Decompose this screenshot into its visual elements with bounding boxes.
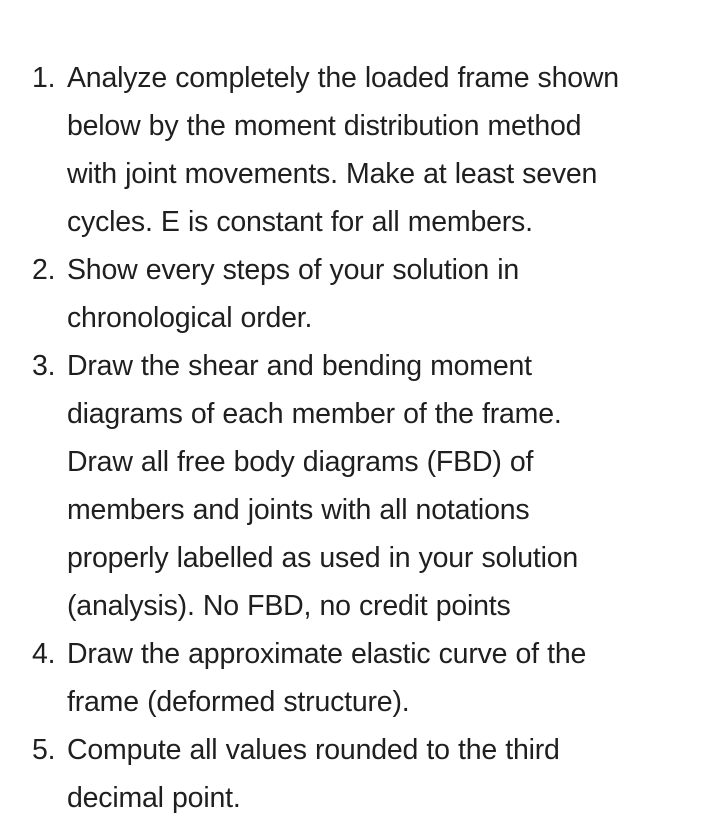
instruction-line: decimal point. <box>67 782 241 814</box>
instruction-line: below by the moment distribution method <box>67 110 582 142</box>
instruction-line: Analyze completely the loaded frame shown <box>67 62 619 94</box>
instruction-number: 1. <box>32 62 56 94</box>
instruction-line: chronological order. <box>67 302 313 334</box>
instruction-item-3 <box>0 342 713 630</box>
instructions-list <box>0 54 713 822</box>
instruction-item-1 <box>0 54 713 246</box>
instruction-line: with joint movements. Make at least seven <box>67 158 598 190</box>
instruction-number: 4. <box>32 638 56 670</box>
instruction-line: diagrams of each member of the frame. <box>67 398 562 430</box>
instruction-line: Draw the shear and bending moment <box>67 350 532 382</box>
instruction-line: members and joints with all notations <box>67 494 530 526</box>
instruction-line: cycles. E is constant for all members. <box>67 206 533 238</box>
instruction-number: 2. <box>32 254 56 286</box>
instruction-item-4 <box>0 630 713 726</box>
instruction-line: frame (deformed structure). <box>67 686 410 718</box>
instruction-item-5 <box>0 726 713 822</box>
instruction-line: Draw all free body diagrams (FBD) of <box>67 446 534 478</box>
instruction-line: Show every steps of your solution in <box>67 254 520 286</box>
instruction-number: 3. <box>32 350 56 382</box>
instruction-line: Compute all values rounded to the third <box>67 734 560 766</box>
instruction-item-2 <box>0 246 713 342</box>
instruction-line: (analysis). No FBD, no credit points <box>67 590 511 622</box>
instruction-number: 5. <box>32 734 56 766</box>
instructions-document <box>0 54 713 822</box>
instruction-line: properly labelled as used in your solution <box>67 542 579 574</box>
instruction-line: Draw the approximate elastic curve of the <box>67 638 587 670</box>
